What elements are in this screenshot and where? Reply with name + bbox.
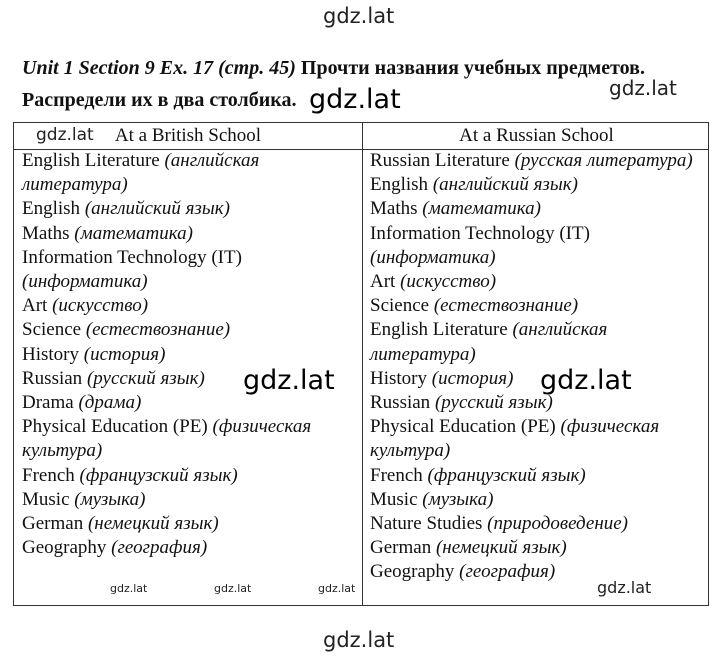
subject-name-en: Information Technology (IT) (22, 246, 242, 268)
subject-name-en: English Literature (370, 319, 508, 341)
subject-name-en: English Literature (22, 150, 160, 171)
subject-name-ru: (математика) (422, 198, 541, 220)
subject-name-ru: (информатика) (370, 246, 496, 268)
subject-item (22, 512, 357, 536)
subject-name-en: Art (22, 295, 48, 317)
subject-item (370, 294, 706, 318)
subject-name-en: Russian (370, 392, 431, 414)
subject-name-en: French (370, 464, 423, 486)
subject-name-en: Geography (370, 561, 455, 583)
subject-item (22, 318, 357, 342)
watermark-bottom: gdz.lat (323, 628, 395, 652)
subject-name-en: Russian (22, 367, 83, 389)
subject-name-en: History (370, 367, 427, 389)
subject-name-ru: (история) (431, 367, 514, 389)
subject-name-ru: (русская литература) (514, 150, 693, 171)
subject-name-en: Music (370, 488, 418, 510)
subject-name-ru: (английский язык) (84, 198, 230, 220)
subject-item (370, 415, 706, 463)
subject-name-ru: (география) (459, 561, 556, 583)
subject-item (370, 222, 706, 270)
watermark-center: gdz.lat (243, 365, 335, 396)
subject-name-en: Physical Education (PE) (22, 416, 208, 438)
watermark-small-3: gdz.lat (318, 582, 356, 595)
subject-name-ru: (русский язык) (434, 392, 553, 414)
subject-name-ru: (естествознание) (433, 295, 579, 317)
subject-name-ru: (музыка) (422, 488, 494, 510)
subject-name-en: Russian Literature (370, 150, 510, 171)
watermark-center-right: gdz.lat (540, 365, 632, 396)
subject-name-en: Maths (370, 198, 418, 220)
subject-name-ru: (французский язык) (79, 464, 238, 486)
subject-item (22, 246, 357, 294)
subject-name-ru: (английская литература) (22, 150, 260, 196)
subject-item (22, 222, 357, 246)
subject-name-ru: (природоведение) (487, 513, 629, 535)
subject-item (22, 536, 357, 560)
watermark-cell: gdz.lat (36, 125, 94, 145)
subject-name-ru: (искусство) (52, 295, 149, 317)
subject-item (370, 149, 706, 173)
subject-item (22, 343, 357, 367)
subject-item (370, 560, 706, 584)
subject-name-en: Science (22, 319, 82, 341)
subject-name-ru: (музыка) (74, 488, 146, 510)
watermark-right: gdz.lat (609, 76, 677, 100)
subject-item (370, 318, 706, 366)
subject-item (370, 270, 706, 294)
subject-name-ru: (информатика) (22, 271, 148, 293)
subject-name-en: Art (370, 271, 396, 293)
subject-item (22, 464, 357, 488)
watermark-small-1: gdz.lat (110, 582, 148, 595)
watermark-mid: gdz.lat (309, 84, 401, 115)
subject-item (22, 149, 357, 197)
subject-name-ru: (английский язык) (432, 174, 578, 196)
subject-name-ru: (французский язык) (427, 464, 586, 486)
subject-item (22, 488, 357, 512)
subject-item (22, 197, 357, 221)
subject-item (370, 197, 706, 221)
subject-name-en: French (22, 464, 75, 486)
subject-item (22, 415, 357, 463)
subjects-table (13, 122, 709, 606)
subject-name-en: German (22, 513, 84, 535)
exercise-instruction: Прочти названия учебных предметов. Распредели их в два столбика. (22, 57, 645, 111)
russian-subjects-list (370, 149, 706, 585)
subject-item (370, 536, 706, 560)
british-subjects-list (22, 149, 357, 560)
subject-name-ru: (география) (111, 537, 208, 559)
subject-name-ru: (физическая культура) (22, 416, 312, 462)
subject-name-en: German (370, 537, 432, 559)
subject-item (370, 488, 706, 512)
subject-name-en: Physical Education (PE) (370, 416, 556, 438)
subject-item (370, 173, 706, 197)
subject-name-en: English (370, 174, 429, 196)
subject-name-ru: (искусство) (400, 271, 497, 293)
subject-item (370, 391, 706, 415)
watermark-top: gdz.lat (323, 4, 395, 28)
subject-name-en: English (22, 198, 81, 220)
header-russian-school: At a Russian School (459, 125, 614, 146)
subject-name-en: History (22, 343, 79, 365)
subject-item (370, 367, 706, 391)
subject-name-ru: (немецкий язык) (435, 537, 567, 559)
watermark-small-2: gdz.lat (214, 582, 252, 595)
exercise-unit-label: Unit 1 Section 9 Ex. 17 (стр. 45) (22, 57, 296, 79)
subject-name-ru: (немецкий язык) (87, 513, 219, 535)
subject-name-ru: (естествознание) (85, 319, 231, 341)
subject-name-en: Maths (22, 222, 70, 244)
subject-name-ru: (драма) (78, 392, 142, 414)
subject-name-en: Drama (22, 392, 74, 414)
subject-name-en: Science (370, 295, 430, 317)
subject-name-en: Geography (22, 537, 107, 559)
column-divider (362, 123, 363, 605)
watermark-bottom-right: gdz.lat (597, 578, 652, 597)
subject-name-ru: (физическая культура) (370, 416, 660, 462)
subject-item (22, 294, 357, 318)
header-british-school: At a British School (114, 125, 262, 146)
subject-name-ru: (математика) (74, 222, 193, 244)
subject-name-ru: (английская литература) (370, 319, 608, 365)
subject-name-en: Information Technology (IT) (370, 222, 590, 244)
subject-name-ru: (история) (83, 343, 166, 365)
subject-item (370, 464, 706, 488)
subject-item (370, 512, 706, 536)
subject-name-en: Nature Studies (370, 513, 483, 535)
subject-name-ru: (русский язык) (86, 367, 205, 389)
subject-name-en: Music (22, 488, 70, 510)
